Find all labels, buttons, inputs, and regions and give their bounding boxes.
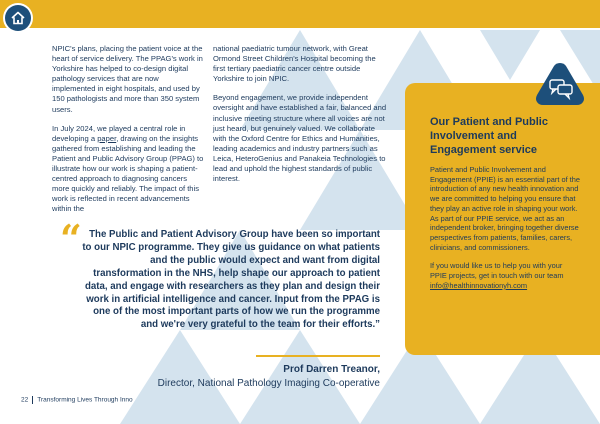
page-number: 22 [21,396,29,404]
paragraph: national paediatric tumour network, with Great Ormond Street Children's Hospital becoming the first tertiary paediatric cancer centre outside Yorkshire to join NPIC. [213,44,376,84]
email-link[interactable]: info@healthinnovationyh.com [430,280,528,290]
home-icon [10,10,26,26]
paragraph [52,124,204,215]
speech-bubbles-icon [534,61,586,107]
paragraph: NPIC's plans, placing the patient voice at the heart of service delivery. The PPAG's work in Yorkshire has helped to co-design digital pathology services that are now implemented in eight hospitals, and used by 150 pathologists and more than 350 system users. [52,44,203,114]
top-bar [0,0,600,28]
page-footer [21,396,133,404]
quote-divider [256,355,380,357]
footer-divider [32,396,33,404]
pull-quote: The Public and Patient Advisory Group have been so important to our NPIC programme. They give us guidance on what patients and the public would expect and want from digital transformation in the NHS, help shape our approach to patient data, and engage with researchers as they plan and design their work in artificial intelligence and cancer. Input from the PPAG is one of the most important parts of how we run the programme and we're very grateful to the team for their efforts.” [82,229,380,331]
text-column-left [52,44,204,224]
footer-title: Transforming Lives Through Inno [37,396,133,404]
bg-triangle [480,30,540,80]
panel-title: Our Patient and Public Involvement and Engagement service [430,116,548,156]
paper-link[interactable]: paper [97,133,117,143]
paragraph: Patient and Public Involvement and Engagement (PPIE) is an essential part of the introduction of any new health innovation and we are committed to helping you ensure that they play an active role in shaping your work. As part of our PPIE service, we act as an independent broker, bringing together diverse perspectives from patients, families, carers, clinicians, and commissioners. [430,165,580,252]
bg-triangle [120,330,240,424]
paragraph-text: , drawing on the insights gathered from establishing and leading the Patient and Public Advisory Group (PPAG) to illustrate how our work is shaping a patient-centred approach to diagnosing cancers more quickly and reliably. The impact of this work is reflected in recent advancements within the [52,133,204,214]
text-column-right [213,44,388,193]
bg-triangle [240,330,360,424]
quote-author: Prof Darren Treanor, [283,364,380,375]
paragraph: Beyond engagement, we provide independent oversight and have established a fair, balanced and inclusive meeting structure where all voices are not just heard, but genuinely valued. We collaborate with the Oxford Centre for Ethics and Humanities, leading academics and industry partners such as Leica, HeteroGenius and Panakeia Technologies to lead and uphold the highest standards of public interest. [213,93,387,184]
panel-body [430,165,580,290]
quote-mark: “ [60,216,82,261]
paragraph-text: In July 2024, we played a central role in developing a [52,123,186,143]
paragraph: If you would like us to help you with your PPIE projects, get in touch with our team [430,261,564,281]
home-button[interactable] [3,3,33,33]
quote-author-role: Director, National Pathology Imaging Co-operative [157,378,380,389]
